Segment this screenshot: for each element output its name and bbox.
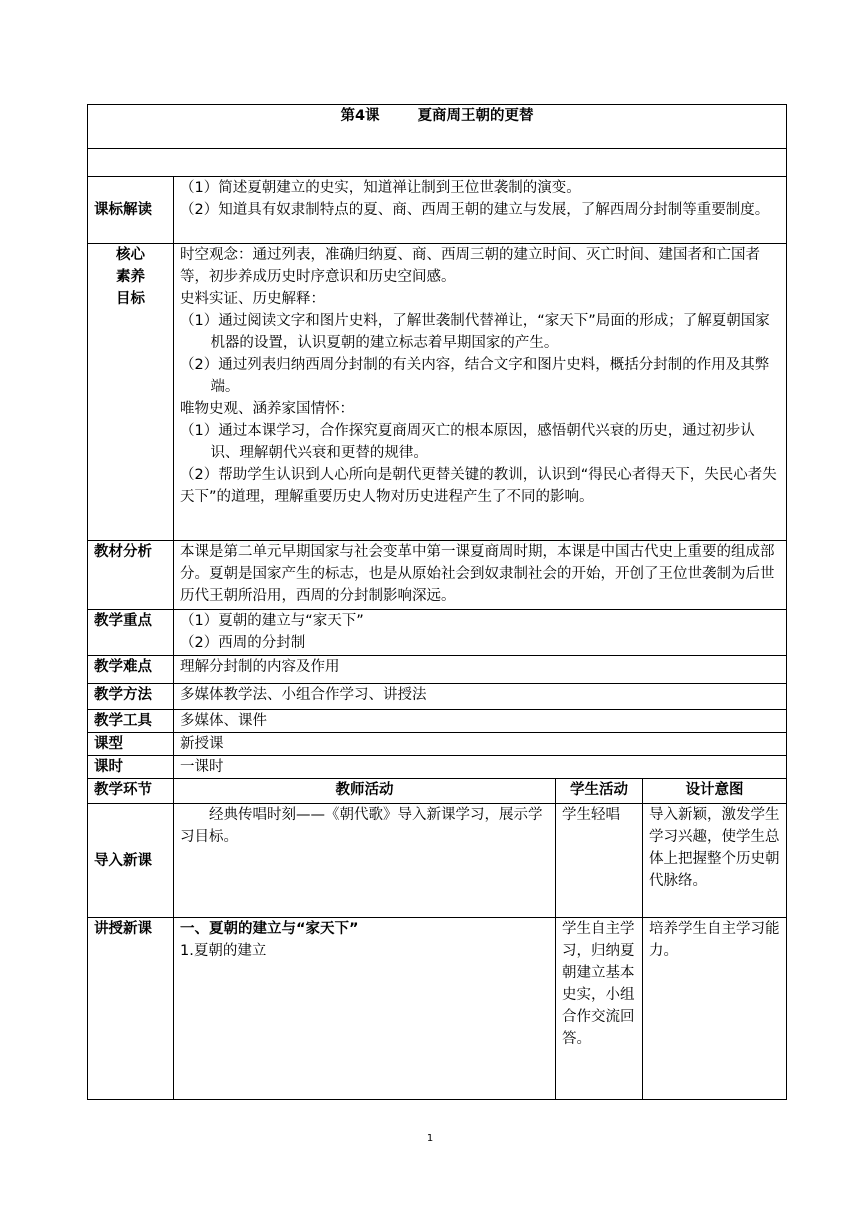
kexing-label: 课型: [88, 733, 174, 756]
hexin-label-1: 核心: [116, 247, 145, 263]
nandian-label: 教学难点: [88, 656, 174, 684]
daoru-intent: 导入新颖，激发学生学习兴趣，使学生总体上把握整个历史朝代脉络。: [643, 804, 787, 918]
jiangshou-teacher: [174, 918, 556, 1100]
zhongdian-content: [174, 610, 787, 656]
nandian-text: 理解分封制的内容及作用: [174, 656, 787, 684]
jiangshou-label: 讲授新课: [88, 918, 174, 1100]
lesson-plan-table: [87, 104, 787, 1100]
hexin-content: [174, 244, 787, 541]
zhongdian-line-1: （1）夏朝的建立与“家天下”: [180, 613, 364, 629]
hexin-p7: （2）帮助学生认识到人心所向是朝代更替关键的教训，认识到“得民心者得天下，失民心者失天下”的道理，理解重要历史人物对历史进程产生了不同的影响。: [180, 467, 777, 505]
blank-row: [88, 149, 787, 177]
hexin-label: [88, 244, 174, 541]
kebiao-line-2: （2）知道具有奴隶制特点的夏、商、西周王朝的建立与发展，了解西周分封制等重要制度。: [180, 202, 770, 218]
kebiao-content: [174, 177, 787, 244]
hexin-label-3: 目标: [116, 291, 145, 307]
gongju-label: 教学工具: [88, 710, 174, 733]
hexin-p4: （2）通过列表归纳西周分封制的有关内容，结合文字和图片史料，概括分封制的作用及其弊端。: [180, 357, 770, 395]
hexin-p1: 时空观念：通过列表，准确归纳夏、商、西周三朝的建立时间、灭亡时间、建国者和亡国者等，初步养成历史时序意识和历史空间感。: [180, 247, 760, 285]
fangfa-text: 多媒体教学法、小组合作学习、讲授法: [174, 684, 787, 710]
daoru-teacher: 经典传唱时刻——《朝代歌》导入新课学习，展示学习目标。: [174, 804, 556, 918]
jiangshou-intent: 培养学生自主学习能力。: [643, 918, 787, 1100]
jiangshou-student: 学生自主学习，归纳夏朝建立基本史实，小组合作交流回答。: [556, 918, 643, 1100]
keshi-text: 一课时: [174, 756, 787, 779]
hexin-p3: （1）通过阅读文字和图片史料，了解世袭制代替禅让，“家天下”局面的形成；了解夏朝国家机器的设置，认识夏朝的建立标志着早期国家的产生。: [180, 313, 770, 351]
jiaocai-label: 教材分析: [88, 541, 174, 610]
daoru-student: 学生轻唱: [556, 804, 643, 918]
hexin-p5: 唯物史观、涵养家国情怀：: [180, 401, 354, 417]
hexin-p6: （1）通过本课学习，合作探究夏商周灭亡的根本原因，感悟朝代兴衰的历史，通过初步认识、理解朝代兴衰和更替的规律。: [180, 423, 755, 461]
kebiao-line-1: （1）简述夏朝建立的史实，知道禅让制到王位世袭制的演变。: [180, 180, 581, 196]
hexin-p2: 史料实证、历史解释：: [180, 291, 325, 307]
fangfa-label: 教学方法: [88, 684, 174, 710]
col-header-intent: 设计意图: [643, 779, 787, 804]
page-number: 1: [426, 1133, 434, 1144]
kexing-text: 新授课: [174, 733, 787, 756]
daoru-label: 导入新课: [88, 804, 174, 918]
jiangshou-sub: 1.夏朝的建立: [180, 943, 267, 959]
kebiao-label: 课标解读: [88, 177, 174, 244]
zhongdian-line-2: （2）西周的分封制: [180, 635, 306, 651]
col-header-teacher: 教师活动: [174, 779, 556, 804]
jiaocai-text: 本课是第二单元早期国家与社会变革中第一课夏商周时期，本课是中国古代史上重要的组成部分。夏朝是国家产生的标志，也是从原始社会到奴隶制社会的开始，开创了王位世袭制为后世历代王朝所沿用，西周的分封制影响深远。: [174, 541, 787, 610]
hexin-label-2: 素养: [116, 269, 145, 285]
gongju-text: 多媒体、课件: [174, 710, 787, 733]
jiangshou-heading: 一、夏朝的建立与“家天下”: [180, 921, 359, 937]
col-header-stage: 教学环节: [88, 779, 174, 804]
lesson-number: 第4课: [340, 108, 380, 124]
keshi-label: 课时: [88, 756, 174, 779]
col-header-student: 学生活动: [556, 779, 643, 804]
zhongdian-label: 教学重点: [88, 610, 174, 656]
lesson-title: [88, 105, 787, 149]
lesson-name: 夏商周王朝的更替: [417, 108, 534, 124]
